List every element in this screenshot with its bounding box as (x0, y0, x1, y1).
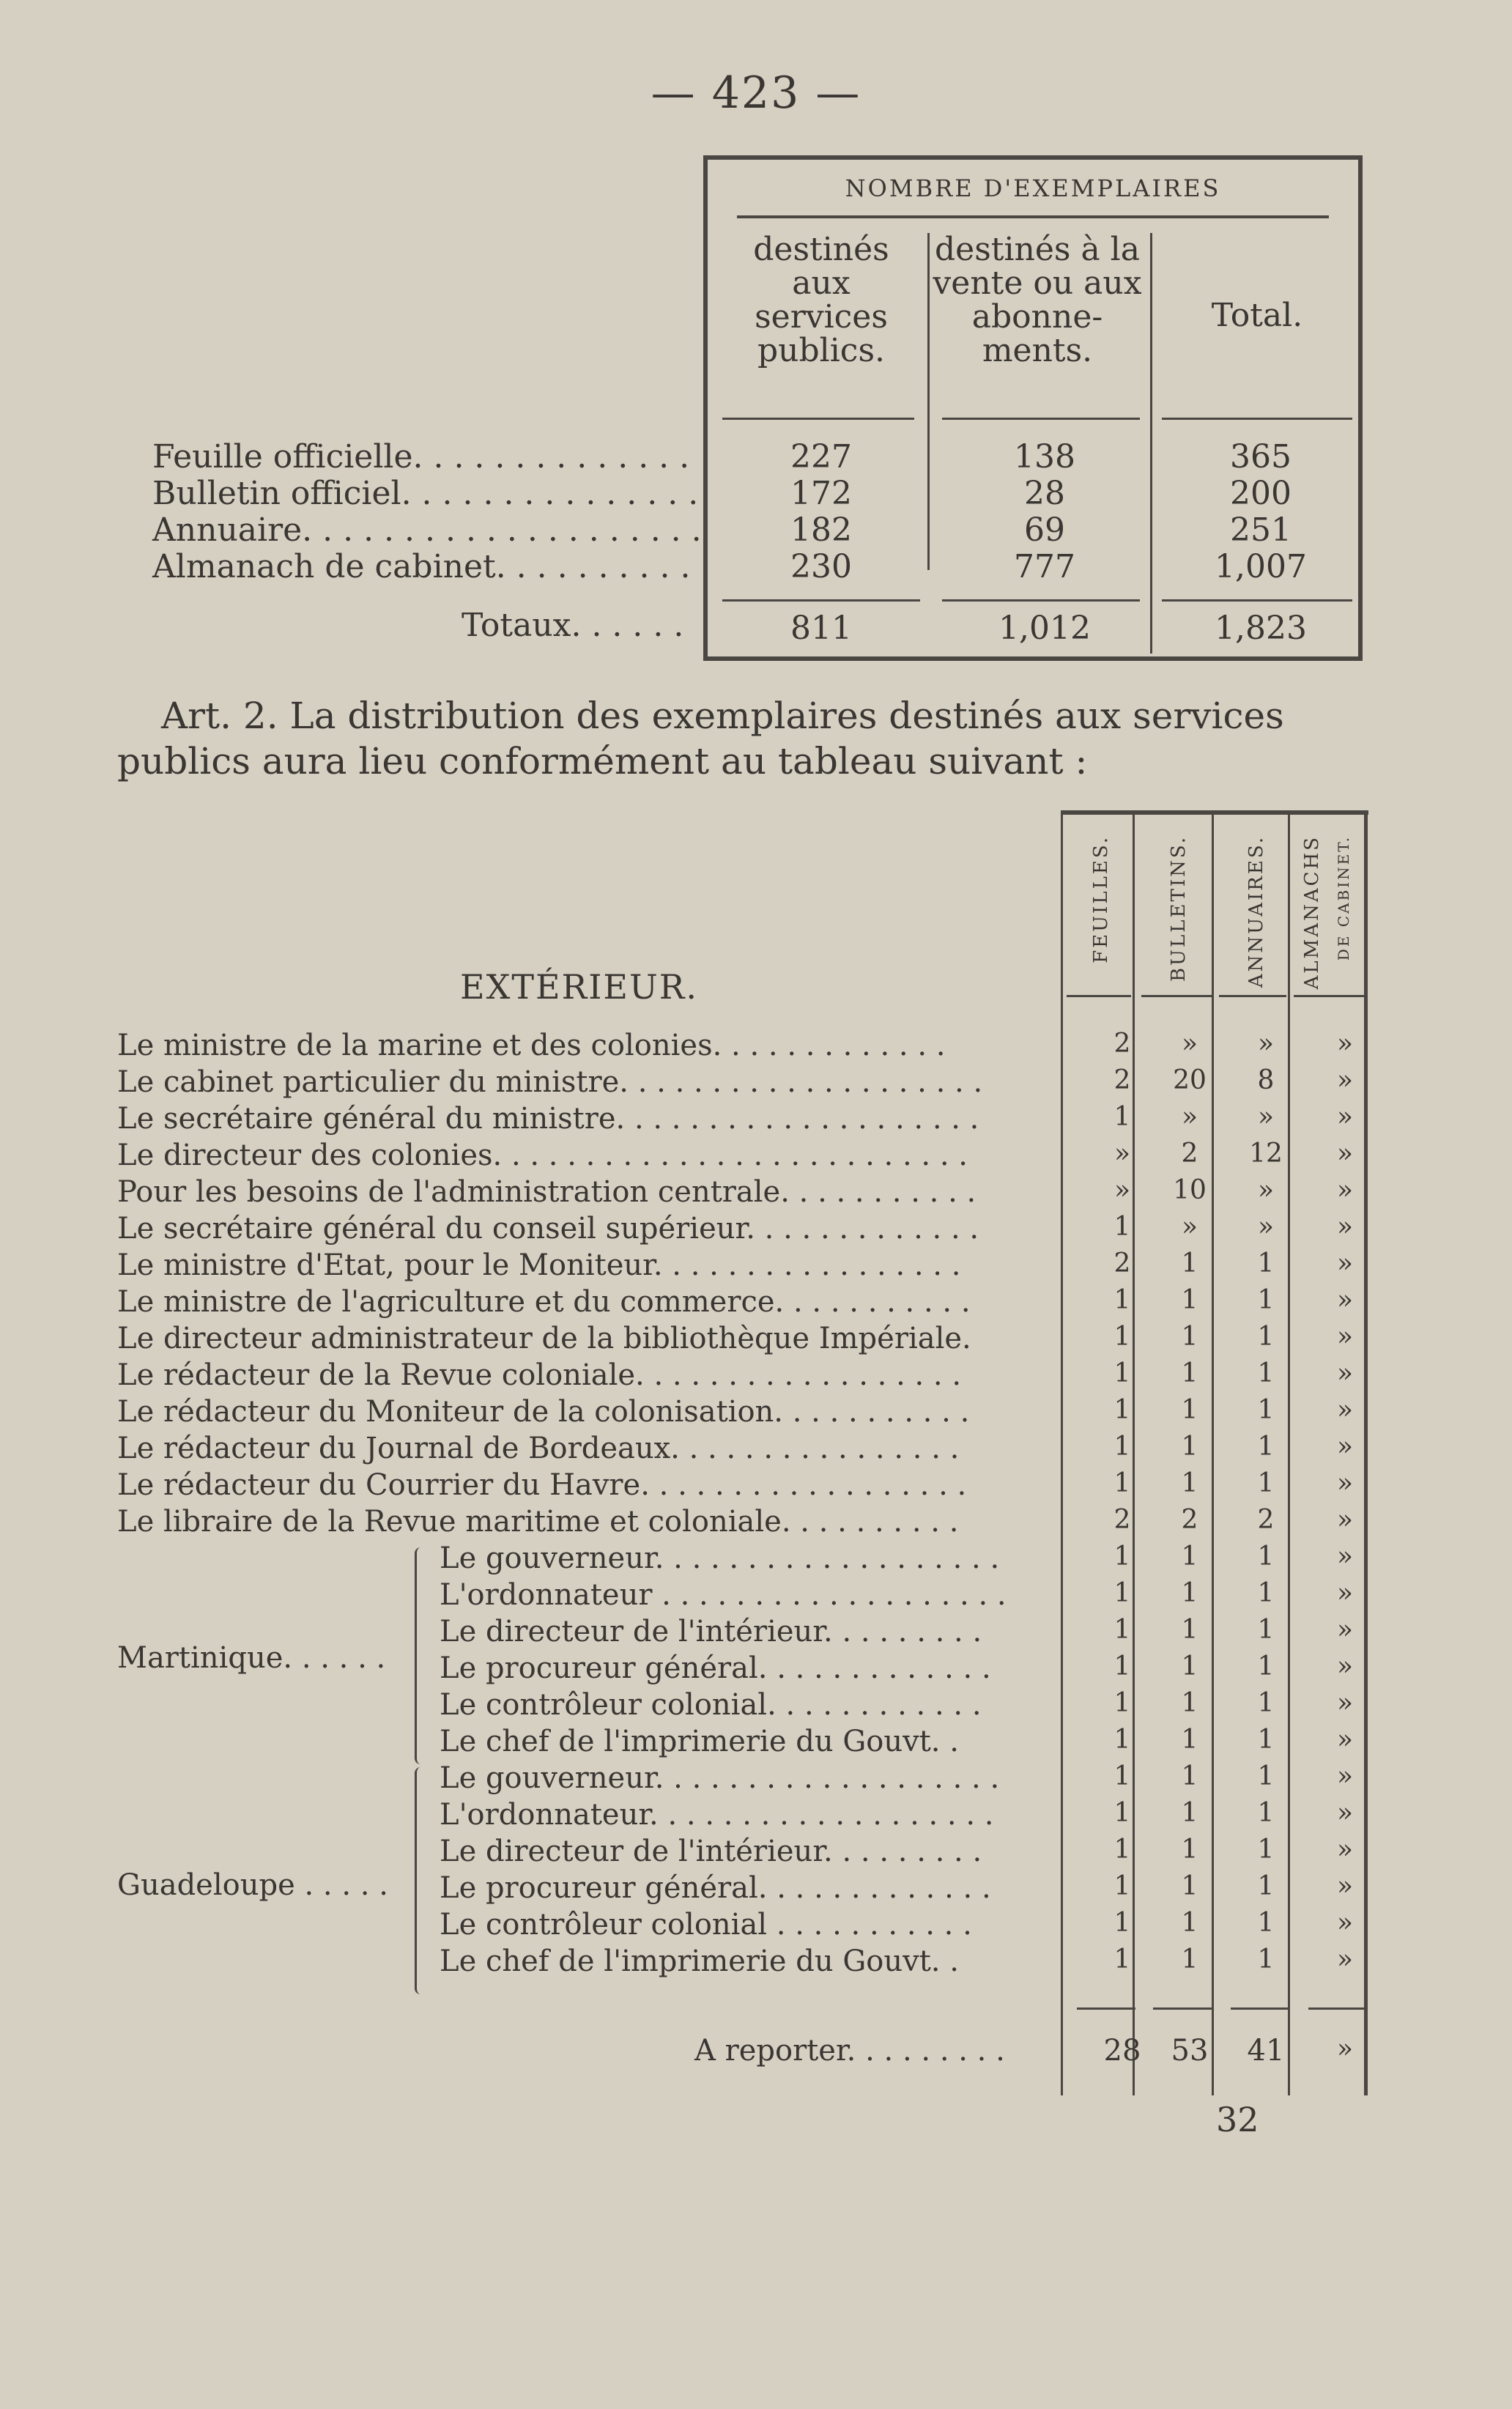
group-label-guadeloupe: Guadeloupe . . . . . (117, 1868, 388, 1902)
carry-forward-label: A reporter. . . . . . . . . (694, 2034, 1005, 2068)
row-label: Le gouverneur. . . . . . . . . . . . . . . . . . . (440, 1761, 1000, 1795)
cell: 1 (1181, 1542, 1198, 1572)
cell: » (1336, 1651, 1354, 1681)
row-label: Le secrétaire général du conseil supérieur. . . . . . . . . . . . . (117, 1212, 979, 1246)
row-label: Pour les besoins de l'administration centrale. . . . . . . . . . . (117, 1175, 976, 1209)
row-label: Le chef de l'imprimerie du Gouvt. . (440, 1944, 959, 1978)
cell: » (1336, 1871, 1354, 1901)
row-label: Le libraire de la Revue maritime et coloniale. . . . . . . . . . (117, 1505, 959, 1539)
cell: 10 (1173, 1175, 1207, 1205)
cell: 1 (1257, 1761, 1275, 1791)
header-rule (737, 215, 1329, 218)
cell: 1 (1257, 1578, 1275, 1608)
cell: 1 (1257, 1248, 1275, 1278)
row-label: Le cabinet particulier du ministre. . . . . . . . . . . . . . . . . . . . (117, 1065, 983, 1099)
cell: » (1336, 1395, 1354, 1425)
table-row (0, 1725, 1512, 1761)
cell: 1 (1113, 1835, 1131, 1865)
cell: » (1257, 1102, 1275, 1132)
cell: 1 (1257, 1468, 1275, 1498)
cell: 1 (1181, 1615, 1198, 1645)
cell: 8 (1257, 1065, 1275, 1095)
cell: 53 (1171, 2034, 1209, 2068)
cell: 12 (1249, 1139, 1283, 1169)
cell: » (1336, 1212, 1354, 1242)
row-label: Le contrôleur colonial. . . . . . . . . . . . (440, 1688, 982, 1722)
table-row (0, 1615, 1512, 1651)
cell: » (1336, 1175, 1354, 1205)
cell: 2 (1257, 1505, 1275, 1535)
cell: 1 (1113, 1798, 1131, 1828)
cell: » (1336, 1505, 1354, 1535)
cell: 1 (1113, 1395, 1131, 1425)
cell: 1 (1257, 1322, 1275, 1352)
cell: 1 (1113, 1432, 1131, 1462)
cell: 1 (1113, 1944, 1131, 1975)
column-public-services: destinés aux services publics. (753, 231, 889, 369)
cell: 2 (1181, 1139, 1198, 1169)
cell: 1 (1181, 1468, 1198, 1498)
column-head-de-cabinet: DE CABINET. (1335, 835, 1352, 961)
cell: 200 (1230, 475, 1292, 512)
cell: 2 (1181, 1505, 1198, 1535)
cell: 1 (1257, 1835, 1275, 1865)
column-sale-subscriptions: destinés à la vente ou aux abonne-ments. (933, 231, 1142, 369)
cell: » (1336, 1065, 1354, 1095)
cell: » (1336, 1139, 1354, 1169)
cell: » (1113, 1175, 1131, 1205)
totals-rule (942, 599, 1140, 602)
row-label: L'ordonnateur. . . . . . . . . . . . . . . . . . . (440, 1798, 994, 1832)
table-row (0, 1358, 1512, 1395)
cell: 1 (1257, 1285, 1275, 1315)
cell: 172 (790, 475, 852, 512)
cell: » (1336, 1322, 1354, 1352)
cell: 1 (1181, 1432, 1198, 1462)
cell: 1 (1113, 1725, 1131, 1755)
cell: 1 (1113, 1102, 1131, 1132)
cell: 227 (790, 438, 852, 475)
table-row (0, 1651, 1512, 1688)
cell: 1 (1113, 1285, 1131, 1315)
cell: 1 (1181, 1285, 1198, 1315)
cell: » (1336, 1798, 1354, 1828)
row-label: Le secrétaire général du ministre. . . . . . . . . . . . . . . . . . . . (117, 1102, 979, 1136)
cell: » (1336, 1102, 1354, 1132)
cell: 1 (1257, 1688, 1275, 1718)
cell: 1 (1257, 1871, 1275, 1901)
row-label: Le rédacteur de la Revue coloniale. . . . . . . . . . . . . . . . . . (117, 1358, 962, 1392)
row-label: Le procureur général. . . . . . . . . . . . . (440, 1651, 991, 1685)
cell: 1 (1257, 1358, 1275, 1388)
cell: » (1257, 1029, 1275, 1059)
article-text-line: publics aura lieu conformément au tableau suivant : (117, 740, 1088, 782)
page-number: — 423 — (651, 67, 861, 119)
cell: » (1336, 2034, 1354, 2064)
column-head-feuilles: FEUILLES. (1090, 835, 1112, 963)
totals-rule (722, 599, 920, 602)
cell: 1 (1181, 1798, 1198, 1828)
cell: 1 (1113, 1212, 1131, 1242)
cell: 1 (1181, 1871, 1198, 1901)
cell: 1 (1181, 1248, 1198, 1278)
cell: 138 (1014, 438, 1075, 475)
table-row (0, 1871, 1512, 1908)
cell: 1 (1181, 1725, 1198, 1755)
table-row (0, 1285, 1512, 1322)
cell: » (1336, 1835, 1354, 1865)
row-label: Le ministre d'Etat, pour le Moniteur. . . . . . . . . . . . . . . . . (117, 1248, 961, 1282)
cell: » (1336, 1615, 1354, 1645)
cell: 1 (1113, 1358, 1131, 1388)
totals-rule (1162, 599, 1352, 602)
cell: 1 (1113, 1871, 1131, 1901)
article-text-line: Art. 2. La distribution des exemplaires destinés aux services (161, 695, 1284, 737)
cell: 1 (1113, 1761, 1131, 1791)
header-underline (942, 418, 1140, 420)
row-label: Le ministre de la marine et des colonies. . . . . . . . . . . . . (117, 1029, 946, 1062)
sum-rule (1231, 2008, 1289, 2010)
cell: 1 (1113, 1468, 1131, 1498)
cell: 1 (1181, 1761, 1198, 1791)
cell: » (1336, 1725, 1354, 1755)
row-label: Bulletin officiel. . . . . . . . . . . . . . . (152, 475, 699, 512)
table-row (0, 1139, 1512, 1175)
row-label: Le procureur général. . . . . . . . . . . . . (440, 1871, 991, 1905)
cell: 41 (1247, 2034, 1285, 2068)
cell: » (1336, 1432, 1354, 1462)
cell: » (1181, 1102, 1198, 1132)
cell: » (1336, 1578, 1354, 1608)
row-label: Le rédacteur du Journal de Bordeaux. . . . . . . . . . . . . . . . (117, 1432, 960, 1465)
cell: 1 (1181, 1944, 1198, 1975)
cell: 777 (1014, 548, 1075, 585)
head-rule (1141, 995, 1212, 997)
cell: » (1336, 1358, 1354, 1388)
head-rule (1219, 995, 1286, 997)
cell: 1 (1257, 1432, 1275, 1462)
cell: 1 (1257, 1798, 1275, 1828)
cell: 251 (1230, 511, 1292, 549)
row-label: Le rédacteur du Moniteur de la colonisation. . . . . . . . . . . (117, 1395, 970, 1429)
cell: 1 (1113, 1651, 1131, 1681)
cell: 1 (1181, 1395, 1198, 1425)
cell: 182 (790, 511, 852, 549)
table-row (0, 1761, 1512, 1798)
cell: 1 (1257, 1542, 1275, 1572)
head-rule (1067, 995, 1131, 997)
cell: » (1336, 1542, 1354, 1572)
row-label: Le ministre de l'agriculture et du commerce. . . . . . . . . . . (117, 1285, 971, 1319)
row-label: Le directeur administrateur de la bibliothèque Impériale. (117, 1322, 971, 1355)
cell: 1 (1257, 1395, 1275, 1425)
cell: 1 (1257, 1908, 1275, 1938)
table-row (0, 1432, 1512, 1468)
header-underline (1162, 418, 1352, 420)
total-cell: 811 (790, 610, 852, 647)
row-label: Le rédacteur du Courrier du Havre. . . . . . . . . . . . . . . . . . (117, 1468, 967, 1502)
cell: 1 (1113, 1615, 1131, 1645)
cell: » (1336, 1468, 1354, 1498)
column-head-annuaires: ANNUAIRES. (1245, 835, 1267, 988)
cell: 2 (1113, 1248, 1131, 1278)
sum-rule (1077, 2008, 1135, 2010)
table-row (0, 1688, 1512, 1725)
cell: 2 (1113, 1505, 1131, 1535)
table-row (0, 1505, 1512, 1542)
table-row (0, 1029, 1512, 1065)
total-cell: 1,823 (1215, 610, 1307, 647)
row-label: Le directeur de l'intérieur. . . . . . . . . (440, 1835, 982, 1868)
copies-table-header: NOMBRE D'EXEMPLAIRES (845, 174, 1221, 202)
section-title: EXTÉRIEUR. (460, 967, 698, 1007)
table-row (0, 1468, 1512, 1505)
cell: 20 (1173, 1065, 1207, 1095)
cell: 1 (1257, 1944, 1275, 1975)
cell: » (1336, 1285, 1354, 1315)
table-row (0, 1212, 1512, 1248)
table-row (0, 1395, 1512, 1432)
totals-label: Totaux. . . . . . (462, 607, 684, 644)
cell: 1 (1181, 1908, 1198, 1938)
cell: 1 (1181, 1578, 1198, 1608)
row-label: L'ordonnateur . . . . . . . . . . . . . . . . . . . (440, 1578, 1007, 1612)
cell: » (1257, 1212, 1275, 1242)
cell: » (1257, 1175, 1275, 1205)
signature-number: 32 (1216, 2100, 1259, 2139)
table-row (0, 1798, 1512, 1835)
cell: » (1336, 1761, 1354, 1791)
head-rule (1294, 995, 1364, 997)
table-row (0, 1944, 1512, 1981)
cell: » (1336, 1908, 1354, 1938)
table-row (0, 1908, 1512, 1944)
table-row (0, 1248, 1512, 1285)
cell: » (1336, 1688, 1354, 1718)
row-label: Le gouverneur. . . . . . . . . . . . . . . . . . . (440, 1542, 1000, 1575)
cell: 1 (1113, 1908, 1131, 1938)
row-label: Le contrôleur colonial . . . . . . . . . . . (440, 1908, 972, 1942)
cell: 1 (1113, 1542, 1131, 1572)
table-row (0, 1065, 1512, 1102)
cell: 230 (790, 548, 852, 585)
cell: 2 (1113, 1029, 1131, 1059)
cell: » (1181, 1029, 1198, 1059)
total-cell: 1,012 (998, 610, 1091, 647)
row-label: Almanach de cabinet. . . . . . . . . . (152, 548, 691, 585)
cell: » (1336, 1029, 1354, 1059)
cell: 1 (1181, 1322, 1198, 1352)
row-label: Le directeur de l'intérieur. . . . . . . . . (440, 1615, 982, 1648)
cell: 1 (1257, 1725, 1275, 1755)
cell: 28 (1024, 475, 1065, 512)
cell: 1,007 (1215, 548, 1307, 585)
copies-table (703, 155, 1363, 661)
cell: » (1336, 1248, 1354, 1278)
column-head-bulletins: BULLETINS. (1168, 835, 1190, 983)
cell: 365 (1230, 438, 1292, 475)
cell: 1 (1181, 1651, 1198, 1681)
table-row (0, 1542, 1512, 1578)
sum-rule (1308, 2008, 1367, 2010)
table-row (0, 1175, 1512, 1212)
cell: 1 (1181, 1688, 1198, 1718)
cell: 69 (1024, 511, 1065, 549)
cell: 28 (1103, 2034, 1141, 2068)
column-divider (1150, 233, 1152, 654)
sum-rule (1153, 2008, 1212, 2010)
column-divider (927, 233, 930, 570)
group-label-martinique: Martinique. . . . . . (117, 1641, 386, 1675)
cell: 1 (1181, 1835, 1198, 1865)
row-label: Le directeur des colonies. . . . . . . . . . . . . . . . . . . . . . . . . . (117, 1139, 968, 1172)
cell: 1 (1113, 1688, 1131, 1718)
table-row (0, 1578, 1512, 1615)
table-row (0, 1102, 1512, 1139)
cell: » (1181, 1212, 1198, 1242)
cell: » (1113, 1139, 1131, 1169)
cell: » (1336, 1944, 1354, 1975)
table-row (0, 1322, 1512, 1358)
table-top-rule (1061, 810, 1368, 815)
table-row (0, 1835, 1512, 1871)
column-total: Total. (1211, 297, 1303, 334)
column-head-almanachs: ALMANACHS (1301, 835, 1323, 990)
row-label: Annuaire. . . . . . . . . . . . . . . . . . . . (152, 511, 702, 549)
row-label: Le chef de l'imprimerie du Gouvt. . (440, 1725, 959, 1758)
cell: 1 (1181, 1358, 1198, 1388)
cell: 1 (1113, 1578, 1131, 1608)
cell: 1 (1113, 1322, 1131, 1352)
header-underline (722, 418, 914, 420)
cell: 1 (1257, 1615, 1275, 1645)
cell: 1 (1257, 1651, 1275, 1681)
cell: 2 (1113, 1065, 1131, 1095)
row-label: Feuille officielle. . . . . . . . . . . . . . (152, 438, 690, 475)
